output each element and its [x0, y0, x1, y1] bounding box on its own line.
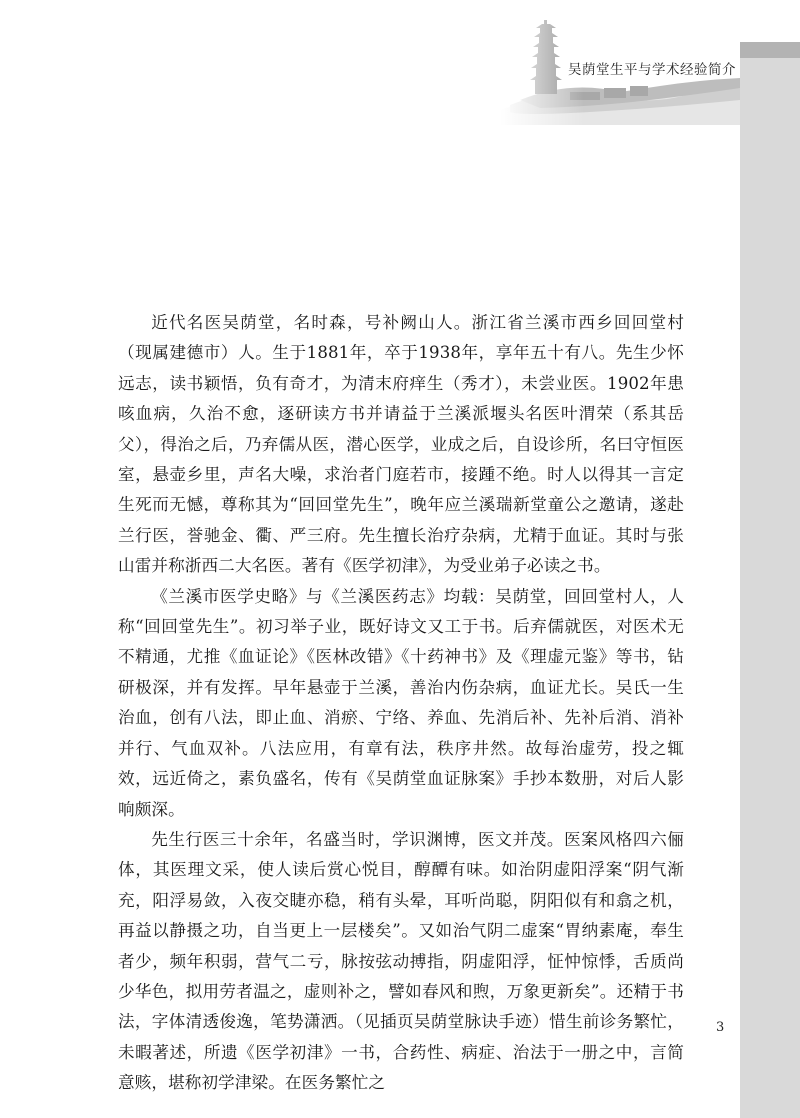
- body-text: [118, 308, 684, 1099]
- paragraph-2: 《兰溪市医学史略》与《兰溪医药志》均载：吴荫堂，回回堂村人，人称“回回堂先生”。初习举子业，既好诗文又工于书。后弃儒就医，对医术无不精通，尤推《血证论》《医林改错》《十药神书》及《理虚元鉴》等书，钻研极深，并有发挥。早年悬壶于兰溪，善治内伤杂病，血证尤长。吴氏一生治血，创有八法，即止血、消瘀、宁络、养血、先消后补、先补后消、消补并行、气血双补。八法应用，有章有法，秩序井然。故每治虚劳，投之辄效，远近倚之，素负盛名，传有《吴荫堂血证脉案》手抄本数册，对后人影响颇深。: [118, 586, 684, 819]
- side-thumb-tab-accent: [740, 42, 800, 58]
- side-thumb-tab: [740, 42, 800, 1118]
- page-number: 3: [716, 1020, 725, 1035]
- running-header-title: 吴荫堂生平与学术经验简介: [568, 62, 736, 78]
- paragraph-3: 先生行医三十余年，名盛当时，学识渊博，医文并茂。医案风格四六俪体，其医理文采，使人读后赏心悦目，醇醰有味。如治阴虚阳浮案“阴气渐充，阳浮易敛，入夜交睫亦稳，稍有头晕，耳听尚聪，阴阳似有和翕之机，再益以静摄之功，自当更上一层楼矣”。又如治气阴二虚案“胃纳素庵，奉生者少，频年积弱，营气二亏，脉按弦动搏指，阴虚阳浮，怔忡惊悸，舌质尚少华色，拟用劳者温之，虚则补之，譬如春风和煦，万象更新矣”。还精于书法，字体清透俊逸，笔势潇洒。（见插页吴荫堂脉诀手迹）惜生前诊务繁忙，未暇著述，所遗《医学初津》一书，合药性、病症、治法于一册之中，言简意赅，堪称初学津梁。在医务繁忙之: [118, 829, 684, 1093]
- paragraph-1: 近代名医吴荫堂，名时森，号补阙山人。浙江省兰溪市西乡回回堂村（现属建德市）人。生于1881年，卒于1938年，享年五十有八。先生少怀远志，读书颖悟，负有奇才，为清末府痒生（秀才），未尝业医。1902年患咳血病，久治不愈，逐研读方书并请益于兰溪派堰头名医叶渭荣（系其岳父），得治之后，乃弃儒从医，潜心医学，业成之后，自设诊所，名曰守恒医室，悬壶乡里，声名大噪，求治者门庭若市，接踵不绝。时人以得其一言定生死而无憾，尊称其为“回回堂先生”，晚年应兰溪瑞新堂童公之邀请，遂赴兰行医，誉驰金、衢、严三府。先生擅长治疗杂病，尤精于血证。其时与张山雷并称浙西二大名医。著有《医学初津》，为受业弟子必读之书。: [118, 313, 684, 576]
